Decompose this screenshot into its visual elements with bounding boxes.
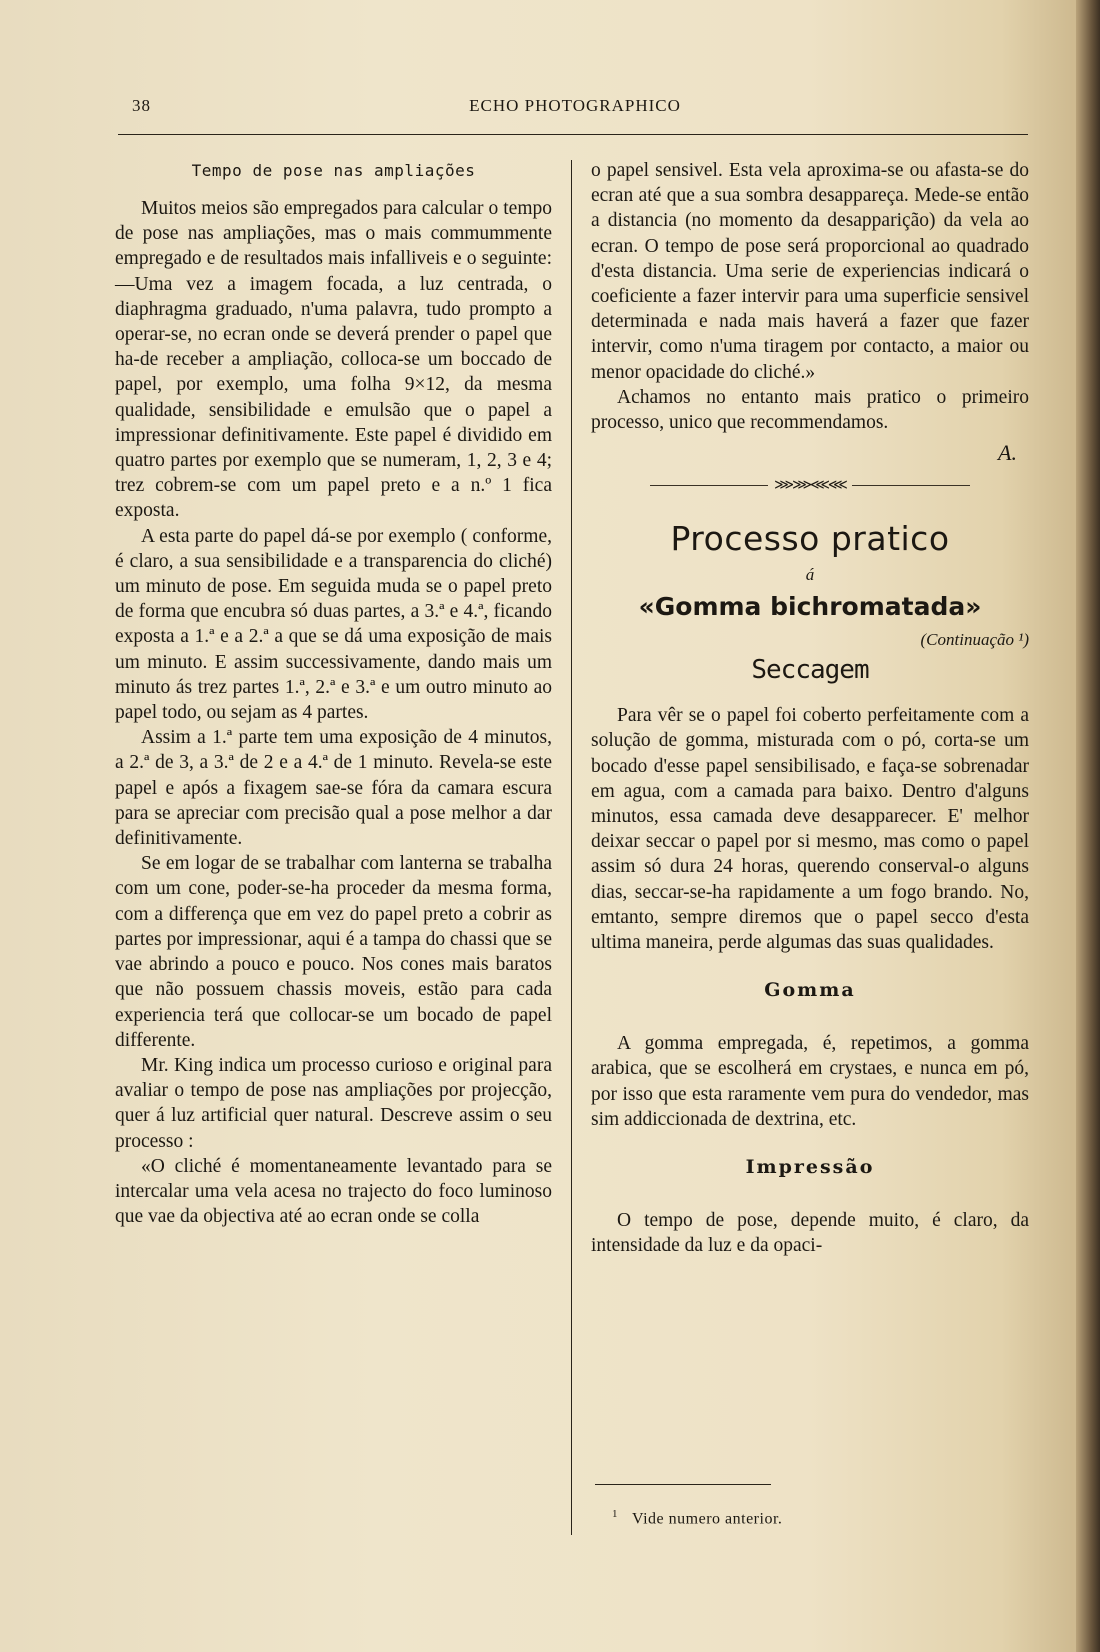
footnote: [612, 1508, 782, 1528]
section-title-gomma: Gomma: [764, 979, 856, 1002]
paragraph: Muitos meios são empregados para calcular o tempo de pose nas ampliações, mas o mais commummente empregado e de resultados mais infalliveis e o seguinte: —Uma vez a imagem focada, a luz centrada, o diaphragma graduado, n'uma palavra, tudo prompto a operar-se, no ecran onde se deverá prender o papel que ha-de receber a ampliação, colloca-se um boccado de papel, por exemplo, uma folha 9×12, da mesma qualidade, sensibilidade e emulsão que o papel a impressionar definitivamente. Este papel é dividido em quatro partes por exemplo que se numeram, 1, 2, 3 e 4; trez cobrem-se com um papel preto e a n.º 1 fica exposta.: [115, 198, 552, 522]
article-title: Processo pratico: [670, 519, 950, 559]
ornament-line-left: [650, 485, 768, 486]
paragraph: A gomma empregada, é, repetimos, a gomma arabica, que se escolherá em crystaes, e nunca em pó, por isso que esta raramente vem pura do vendedor, mas sim addiccionada de dextrina, etc.: [591, 1033, 1029, 1130]
ornament-glyph: ⋙⋙⋘⋘: [774, 477, 846, 493]
page-number: 38: [132, 96, 151, 115]
footnote-text: Vide numero anterior.: [632, 1510, 783, 1528]
paragraph: Para vêr se o papel foi coberto perfeitamente com a solução de gomma, misturada com o pó, corta-se um bocado d'esse papel sensibilisado, e faça-se sobrenadar em agua, com a camada para baixo. Dentro d'alguns minutos, essa camada deve desapparecer. E' melhor deixar seccar o papel por si mesmo, mas como o papel assim só dura 24 horas, querendo conserval-o alguns dias, seccar-se-ha rapidamente a um fogo brando. No, emtanto, sempre diremos que o papel secco d'esta ultima maneira, perde algumas das suas qualidades.: [591, 705, 1029, 954]
author-signature: A.: [998, 440, 1017, 466]
ornament-line-right: [852, 485, 970, 486]
book-page-edge: [1076, 0, 1100, 1652]
paragraph: Assim a 1.ª parte tem uma exposição de 4 minutos, a 2.ª de 3, a 3.ª de 2 e a 4.ª de 1 minuto. Revela-se este papel e após a fixagem sae-se fóra da camara escura para se apreciar com precisão qual a pose melhor a dar definitivamente.: [115, 727, 552, 850]
header-rule: [118, 134, 1028, 135]
running-title: ECHO PHOTOGRAPHICO: [469, 96, 681, 115]
section-title-seccagem: Seccagem: [751, 655, 869, 686]
footnote-marker: 1: [612, 1508, 618, 1520]
section-ornament: [591, 473, 1029, 497]
page-header: [120, 96, 1030, 122]
continuation-note: (Continuação ¹): [920, 630, 1029, 650]
paragraph: Se em logar de se trabalhar com lanterna se trabalha com um cone, poder-se-ha proceder da mesma forma, com a differença que em vez do papel preto a cobrir as partes por impressionar, aqui é a tampa do chassi que se vae abrindo a pouco e pouco. Nos cones mais baratos que não possuem chassis moveis, estão para cada experiencia terá que collocar-se um bocado de papel differente.: [115, 853, 552, 1051]
paragraph: Achamos no entanto mais pratico o primeiro processo, unico que recommendamos.: [591, 386, 1029, 434]
footnote-rule: [595, 1484, 771, 1485]
paragraph: A esta parte do papel dá-se por exemplo ( conforme, é claro, a sua sensibilidade e a transparencia do cliché) um minuto de pose. Em seguida muda se o papel preto de forma que encubra só duas partes, a 3.ª e 4.ª, ficando exposta a 1.ª e a 2.ª a que se dá uma exposição de mais um minuto. E assim successivamente, dando mais um minuto ás trez partes 1.ª, 2.ª e 3.ª e um outro minuto ao papel todo, ou sejam as 4 partes.: [115, 525, 552, 724]
left-column: [115, 158, 552, 1229]
paragraph-continued: o papel sensivel. Esta vela aproxima-se ou afasta-se do ecran até que a sua sombra desappareça. Mede-se então a distancia (no momento da desapparição) da vela ao ecran. O tempo de pose será proporcional ao quadrado d'esta distancia. Uma serie de experiencias indicará o coeficiente a fazer intervir para uma superficie sensivel determinada e nada mais haverá a fazer que fazer intervir, como n'uma tiragem por contacto, a maior ou menor opacidade do cliché.»: [591, 160, 1029, 383]
paragraph: Mr. King indica um processo curioso e original para avaliar o tempo de pose nas ampliações por projecção, quer á luz artificial quer natural. Descreve assim o seu processo :: [115, 1054, 552, 1152]
article-title-connector: á: [805, 565, 815, 585]
section-title-impressao: Impressão: [745, 1156, 875, 1179]
column-divider: [571, 160, 572, 1535]
paragraph: «O cliché é momentaneamente levantado para se intercalar uma vela acesa no trajecto do foco luminoso que vae da objectiva até ao ecran onde se colla: [115, 1155, 552, 1228]
article-title-left: Tempo de pose nas ampliações: [191, 161, 476, 180]
paragraph: O tempo de pose, depende muito, é claro, da intensidade da luz e da opaci-: [591, 1210, 1029, 1257]
article-subtitle: «Gomma bichromatada»: [638, 592, 982, 622]
right-column: [591, 158, 1029, 1258]
